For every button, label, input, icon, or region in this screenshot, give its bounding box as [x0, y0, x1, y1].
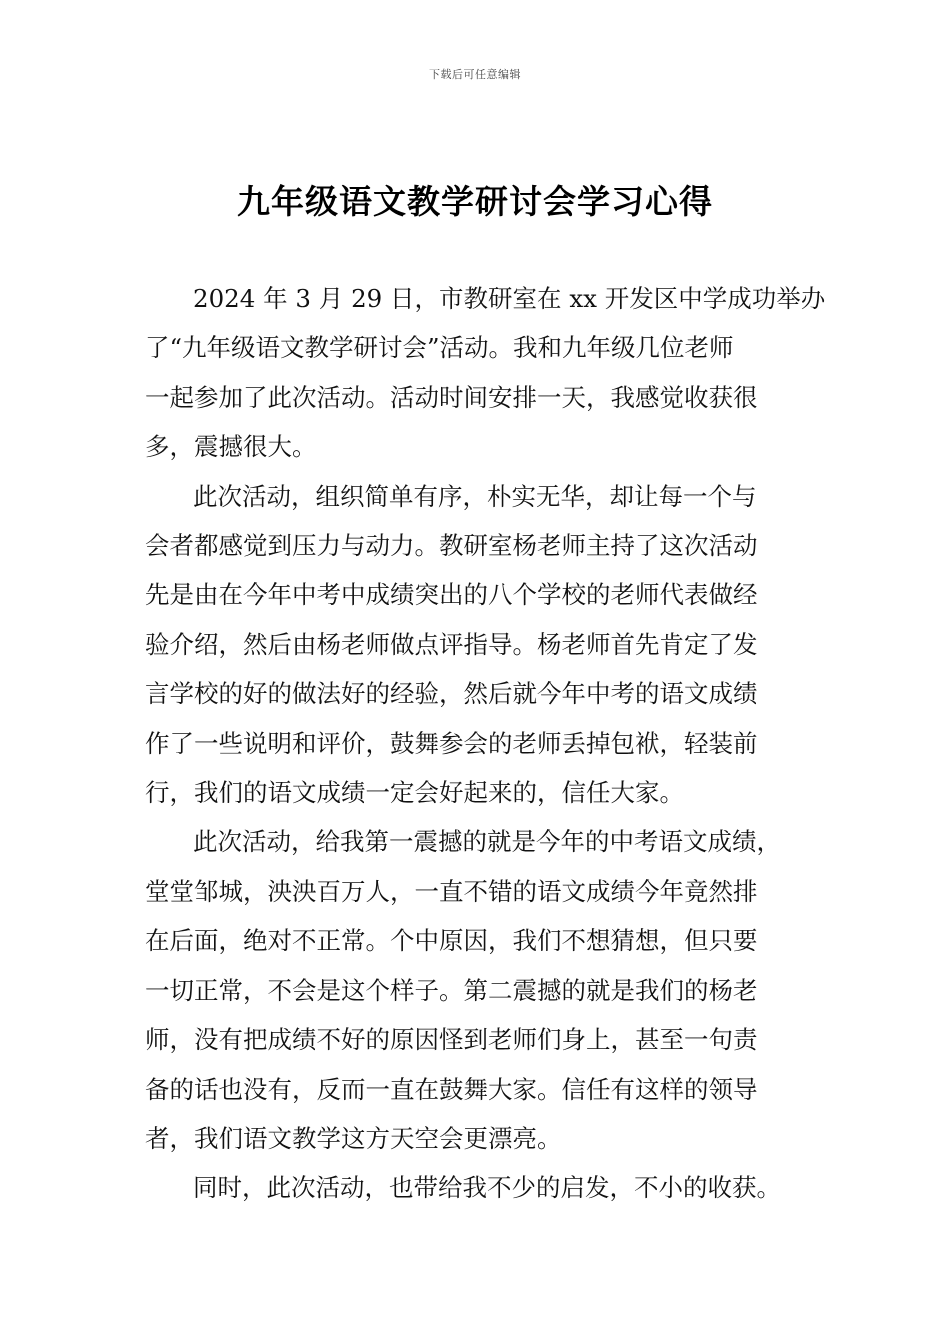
text-line: 堂堂邹城，泱泱百万人，一直不错的语文成绩今年竟然排	[145, 876, 758, 906]
text-line: 2024 年 3 月 29 日，市教研室在 xx 开发区中学成功举办	[193, 284, 826, 313]
paragraph-2	[145, 472, 825, 818]
text-line: 者，我们语文教学这方天空会更漂亮。	[145, 1123, 562, 1153]
text-line: 同时，此次活动，也带给我不少的启发，不小的收获。	[193, 1173, 781, 1203]
text-line: 作了一些说明和评价，鼓舞参会的老师丢掉包袱，轻装前	[145, 728, 758, 758]
paragraph-4	[145, 1163, 825, 1212]
text-line: 此次活动，组织简单有序，朴实无华，却让每一个与	[193, 481, 757, 511]
document-title: 九年级语文教学研讨会学习心得	[237, 182, 713, 221]
text-line: 备的话也没有，反而一直在鼓舞大家。信任有这样的领导	[145, 1074, 758, 1104]
text-line: 一切正常，不会是这个样子。第二震撼的就是我们的杨老	[145, 975, 758, 1005]
text-line: 一起参加了此次活动。活动时间安排一天，我感觉收获很	[145, 382, 758, 412]
text-line: 此次活动，给我第一震撼的就是今年的中考语文成绩，	[193, 827, 781, 857]
text-line: 先是由在今年中考中成绩突出的八个学校的老师代表做经	[145, 580, 758, 610]
text-line: 多，震撼很大。	[145, 432, 317, 462]
text-line: 验介绍，然后由杨老师做点评指导。杨老师首先肯定了发	[145, 629, 758, 659]
text-line: 言学校的好的做法好的经验，然后就今年中考的语文成绩	[145, 679, 758, 709]
text-line: 行，我们的语文成绩一定会好起来的，信任大家。	[145, 778, 684, 808]
header-note: 下载后可任意编辑	[429, 68, 521, 81]
paragraph-1	[145, 274, 825, 472]
document-body	[145, 274, 825, 1213]
text-line: 了“九年级语文教学研讨会”活动。我和九年级几位老师	[145, 333, 734, 363]
paragraph-3	[145, 817, 825, 1163]
text-line: 会者都感觉到压力与动力。教研室杨老师主持了这次活动	[145, 531, 758, 561]
text-line: 在后面，绝对不正常。个中原因，我们不想猜想，但只要	[145, 926, 758, 956]
text-line: 师，没有把成绩不好的原因怪到老师们身上，甚至一句责	[145, 1025, 758, 1055]
